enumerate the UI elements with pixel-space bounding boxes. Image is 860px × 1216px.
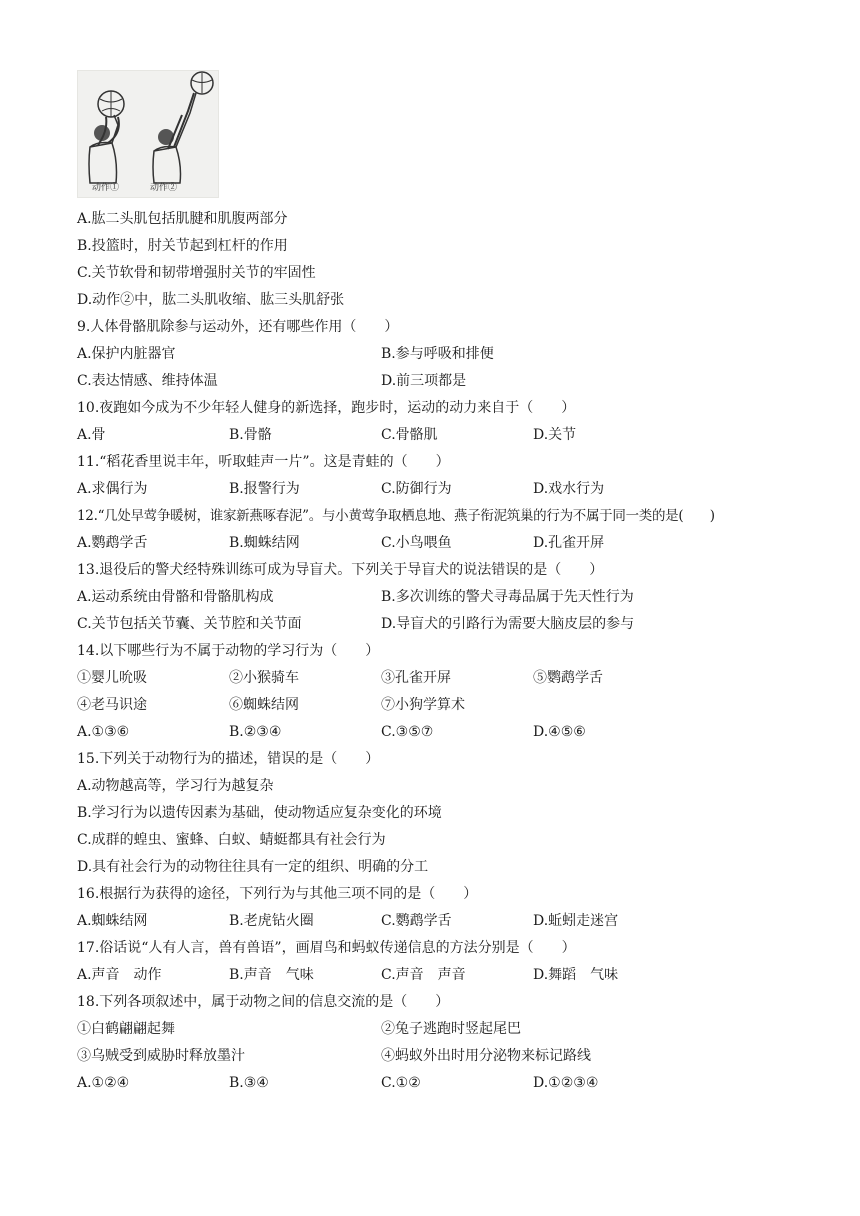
q9-stem: 9.人体骨骼肌除参与运动外，还有哪些作用（ ） xyxy=(77,319,399,335)
q16-option-d: D.蚯蚓走迷宫 xyxy=(533,913,619,929)
q18-stem: 18.下列各项叙述中，属于动物之间的信息交流的是（ ） xyxy=(77,994,450,1010)
q11-options xyxy=(77,476,797,503)
q13-options-row-2 xyxy=(77,611,797,638)
q15-option-d: D.具有社会行为的动物往往具有一定的组织、明确的分工 xyxy=(77,859,429,875)
q14-option-c: C.③⑤⑦ xyxy=(381,724,434,740)
q10-option-d: D.关节 xyxy=(533,427,577,443)
q8-option-a: A.肱二头肌包括肌腱和肌腹两部分 xyxy=(77,211,288,227)
q10-options xyxy=(77,422,797,449)
q14-options xyxy=(77,719,797,746)
q12-option-a: A.鹦鹉学舌 xyxy=(77,535,148,551)
q8-option-b: B.投篮时，肘关节起到杠杆的作用 xyxy=(77,238,288,254)
q11-option-a: A.求偶行为 xyxy=(77,481,148,497)
q9-option-d: D.前三项都是 xyxy=(381,373,467,389)
q17-options xyxy=(77,962,797,989)
q18-option-a: A.①②④ xyxy=(77,1075,130,1091)
q14-items-row-2 xyxy=(77,692,797,719)
q14-item-5: ⑤鹦鹉学舌 xyxy=(533,670,603,686)
q18-items-row-2 xyxy=(77,1043,797,1070)
q12-stem: 12.“几处早莺争暖树，谁家新燕啄春泥”。与小黄莺争取栖息地、燕子衔泥筑巢的行为不属于同一类的是( ) xyxy=(77,508,715,524)
q11-stem: 11.“稻花香里说丰年，听取蛙声一片”。这是青蛙的（ ） xyxy=(77,454,450,470)
q8-option-d: D.动作②中，肱二头肌收缩、肱三头肌舒张 xyxy=(77,292,345,308)
q14-stem: 14.以下哪些行为不属于动物的学习行为（ ） xyxy=(77,643,380,659)
q15-option-a: A.动物越高等，学习行为越复杂 xyxy=(77,778,274,794)
q14-item-7: ⑦小狗学算术 xyxy=(381,697,465,713)
q14-option-b: B.②③④ xyxy=(229,724,282,740)
q17-option-b: B.声音 气味 xyxy=(229,967,314,983)
q16-option-b: B.老虎钻火圈 xyxy=(229,913,314,929)
q14-items-row-1 xyxy=(77,665,797,692)
q18-options xyxy=(77,1070,797,1097)
q18-item-1: ①白鹤翩翩起舞 xyxy=(77,1021,175,1037)
q14-item-1: ①婴儿吮吸 xyxy=(77,670,147,686)
q10-option-b: B.骨骼 xyxy=(229,427,272,443)
q13-options-row-1 xyxy=(77,584,797,611)
q18-item-4: ④蚂蚁外出时用分泌物来标记路线 xyxy=(381,1048,591,1064)
q13-option-c: C.关节包括关节囊、关节腔和关节面 xyxy=(77,616,302,632)
q14-option-a: A.①③⑥ xyxy=(77,724,130,740)
q9-option-b: B.参与呼吸和排便 xyxy=(381,346,494,362)
q9-options-row-1 xyxy=(77,341,797,368)
q16-options xyxy=(77,908,797,935)
q17-option-d: D.舞蹈 气味 xyxy=(533,967,619,983)
q13-option-d: D.导盲犬的引路行为需要大脑皮层的参与 xyxy=(381,616,635,632)
q13-stem: 13.退役后的警犬经特殊训练可成为导盲犬。下列关于导盲犬的说法错误的是（ ） xyxy=(77,562,604,578)
q12-option-b: B.蜘蛛结网 xyxy=(229,535,300,551)
q11-option-b: B.报警行为 xyxy=(229,481,300,497)
q15-option-b: B.学习行为以遗传因素为基础，使动物适应复杂变化的环境 xyxy=(77,805,442,821)
q8-option-c: C.关节软骨和韧带增强肘关节的牢固性 xyxy=(77,265,316,281)
q14-option-d: D.④⑤⑥ xyxy=(533,724,586,740)
q18-option-b: B.③④ xyxy=(229,1075,269,1091)
q18-option-c: C.①② xyxy=(381,1075,421,1091)
q16-stem: 16.根据行为获得的途径，下列行为与其他三项不同的是（ ） xyxy=(77,886,478,902)
q12-option-c: C.小鸟喂鱼 xyxy=(381,535,452,551)
q9-options-row-2 xyxy=(77,368,797,395)
q9-option-c: C.表达情感、维持体温 xyxy=(77,373,218,389)
q16-option-a: A.蜘蛛结网 xyxy=(77,913,148,929)
q17-option-a: A.声音 动作 xyxy=(77,967,162,983)
q9-option-a: A.保护内脏器官 xyxy=(77,346,176,362)
figure-caption-action-1: 动作① xyxy=(92,183,120,193)
q14-item-3: ③孔雀开屏 xyxy=(381,670,451,686)
q18-items-row-1 xyxy=(77,1016,797,1043)
q11-option-c: C.防御行为 xyxy=(381,481,452,497)
q10-stem: 10.夜跑如今成为不少年轻人健身的新选择，跑步时，运动的动力来自于（ ） xyxy=(77,400,576,416)
basketball-illustration xyxy=(78,71,218,197)
q15-stem: 15.下列关于动物行为的描述，错误的是（ ） xyxy=(77,751,380,767)
q14-item-2: ②小猴骑车 xyxy=(229,670,299,686)
exam-page xyxy=(77,70,797,1097)
q17-option-c: C.声音 声音 xyxy=(381,967,466,983)
q15-option-c: C.成群的蝗虫、蜜蜂、白蚁、蜻蜓都具有社会行为 xyxy=(77,832,386,848)
q14-item-4: ④老马识途 xyxy=(77,697,147,713)
basketball-figure xyxy=(77,70,219,198)
q18-item-3: ③乌贼受到威胁时释放墨汁 xyxy=(77,1048,245,1064)
q18-option-d: D.①②③④ xyxy=(533,1075,599,1091)
q12-option-d: D.孔雀开屏 xyxy=(533,535,605,551)
figure-caption-action-2: 动作② xyxy=(150,183,178,193)
q18-item-2: ②兔子逃跑时竖起尾巴 xyxy=(381,1021,521,1037)
q10-option-a: A.骨 xyxy=(77,427,106,443)
q12-options xyxy=(77,530,797,557)
q16-option-c: C.鹦鹉学舌 xyxy=(381,913,452,929)
q17-stem: 17.俗话说“人有人言，兽有兽语”，画眉鸟和蚂蚁传递信息的方法分别是（ ） xyxy=(77,940,576,956)
q11-option-d: D.戏水行为 xyxy=(533,481,605,497)
q13-option-b: B.多次训练的警犬寻毒品属于先天性行为 xyxy=(381,589,634,605)
q13-option-a: A.运动系统由骨骼和骨骼肌构成 xyxy=(77,589,274,605)
q14-item-6: ⑥蜘蛛结网 xyxy=(229,697,299,713)
q10-option-c: C.骨骼肌 xyxy=(381,427,438,443)
